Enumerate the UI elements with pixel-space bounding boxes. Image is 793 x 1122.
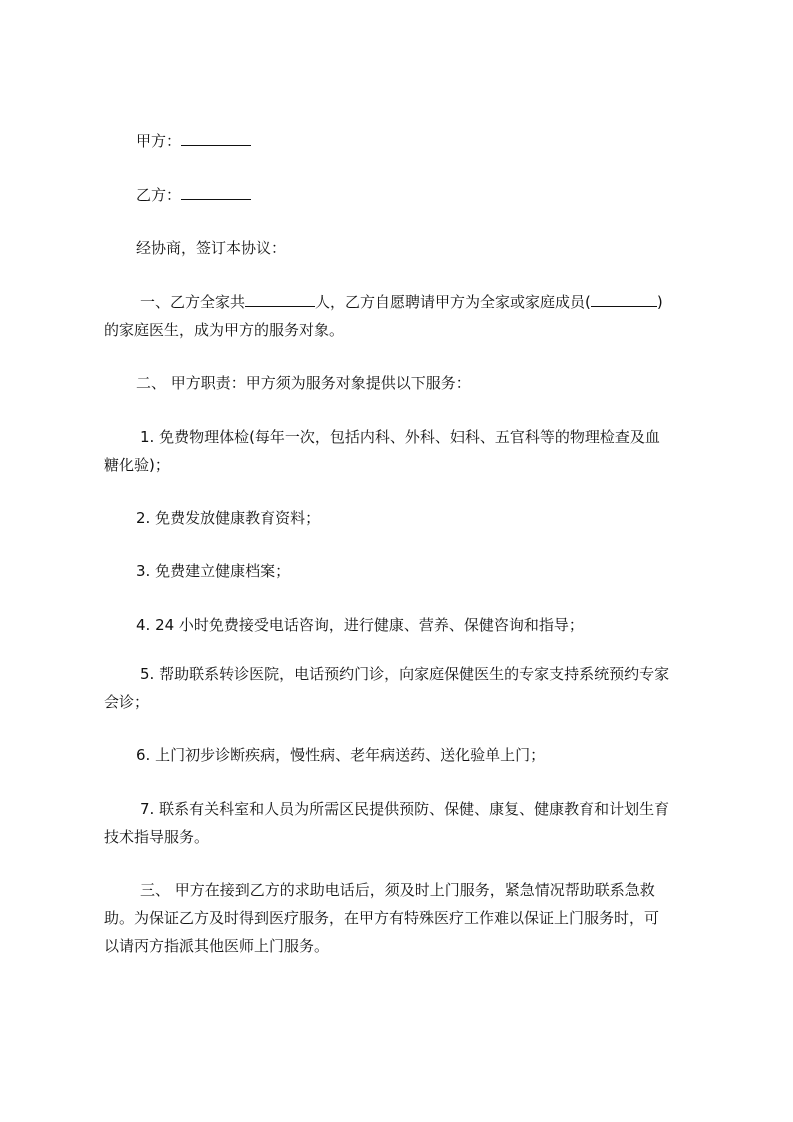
clause-2-heading: [136, 369, 748, 397]
party-b-blank[interactable]: [181, 181, 251, 200]
clause-3-line-2: 助。为保证乙方及时得到医疗服务，在甲方有特殊医疗工作难以保证上门服务时，可: [104, 909, 660, 927]
service-item-7-line-2: 技术指导服务。: [104, 828, 210, 846]
intro-text: 经协商，签订本协议：: [136, 239, 287, 257]
service-item-1: [104, 423, 716, 479]
clause-1-post: ): [656, 293, 663, 311]
clause-3-line-3: 以请丙方指派其他医师上门服务。: [104, 937, 330, 955]
clause-1-line-1: [104, 288, 716, 316]
party-a-line: [136, 127, 748, 155]
service-item-4: [136, 611, 748, 639]
family-member-blank[interactable]: [591, 288, 657, 307]
service-item-5-line-2: 会诊；: [104, 693, 150, 711]
family-count-blank[interactable]: [245, 288, 315, 307]
clause-1-mid: 人，乙方自愿聘请甲方为全家或家庭成员(: [315, 293, 591, 311]
party-a-label: 甲方：: [136, 132, 182, 150]
service-item-7-line-1: 7. 联系有关科室和人员为所需区民提供预防、保健、康复、健康教育和计划生育: [140, 800, 670, 818]
service-item-3: [136, 557, 748, 585]
service-item-5: [104, 660, 716, 716]
service-item-2-text: 2. 免费发放健康教育资料；: [136, 509, 321, 527]
party-b-line: [136, 181, 748, 209]
service-item-1-line-2: 糖化验)；: [104, 456, 170, 474]
clause-3: [104, 876, 716, 960]
clause-2-heading-text: 二、 甲方职责：甲方须为服务对象提供以下服务：: [136, 374, 471, 392]
clause-1: [104, 288, 716, 344]
service-item-3-text: 3. 免费建立健康档案；: [136, 562, 291, 580]
intro-line: [136, 234, 748, 262]
clause-1-pre: 一、乙方全家共: [140, 293, 246, 311]
service-item-5-line-1: 5. 帮助联系转诊医院，电话预约门诊，向家庭保健医生的专家支持系统预约专家: [140, 665, 670, 683]
service-item-2: [136, 504, 748, 532]
clause-1-line-2: 的家庭医生，成为甲方的服务对象。: [104, 321, 345, 339]
party-b-label: 乙方：: [136, 186, 182, 204]
service-item-6-text: 6. 上门初步诊断疾病，慢性病、老年病送药、送化验单上门；: [136, 746, 546, 764]
clause-3-line-1: 三、 甲方在接到乙方的求助电话后，须及时上门服务，紧急情况帮助联系急救: [140, 881, 655, 899]
party-a-blank[interactable]: [181, 127, 251, 146]
service-item-6: [136, 741, 748, 769]
service-item-4-text: 4. 24 小时免费接受电话咨询，进行健康、营养、保健咨询和指导；: [136, 616, 584, 634]
service-item-1-line-1: 1. 免费物理体检(每年一次，包括内科、外科、妇科、五官科等的物理检查及血: [140, 428, 660, 446]
service-item-7: [104, 795, 716, 851]
